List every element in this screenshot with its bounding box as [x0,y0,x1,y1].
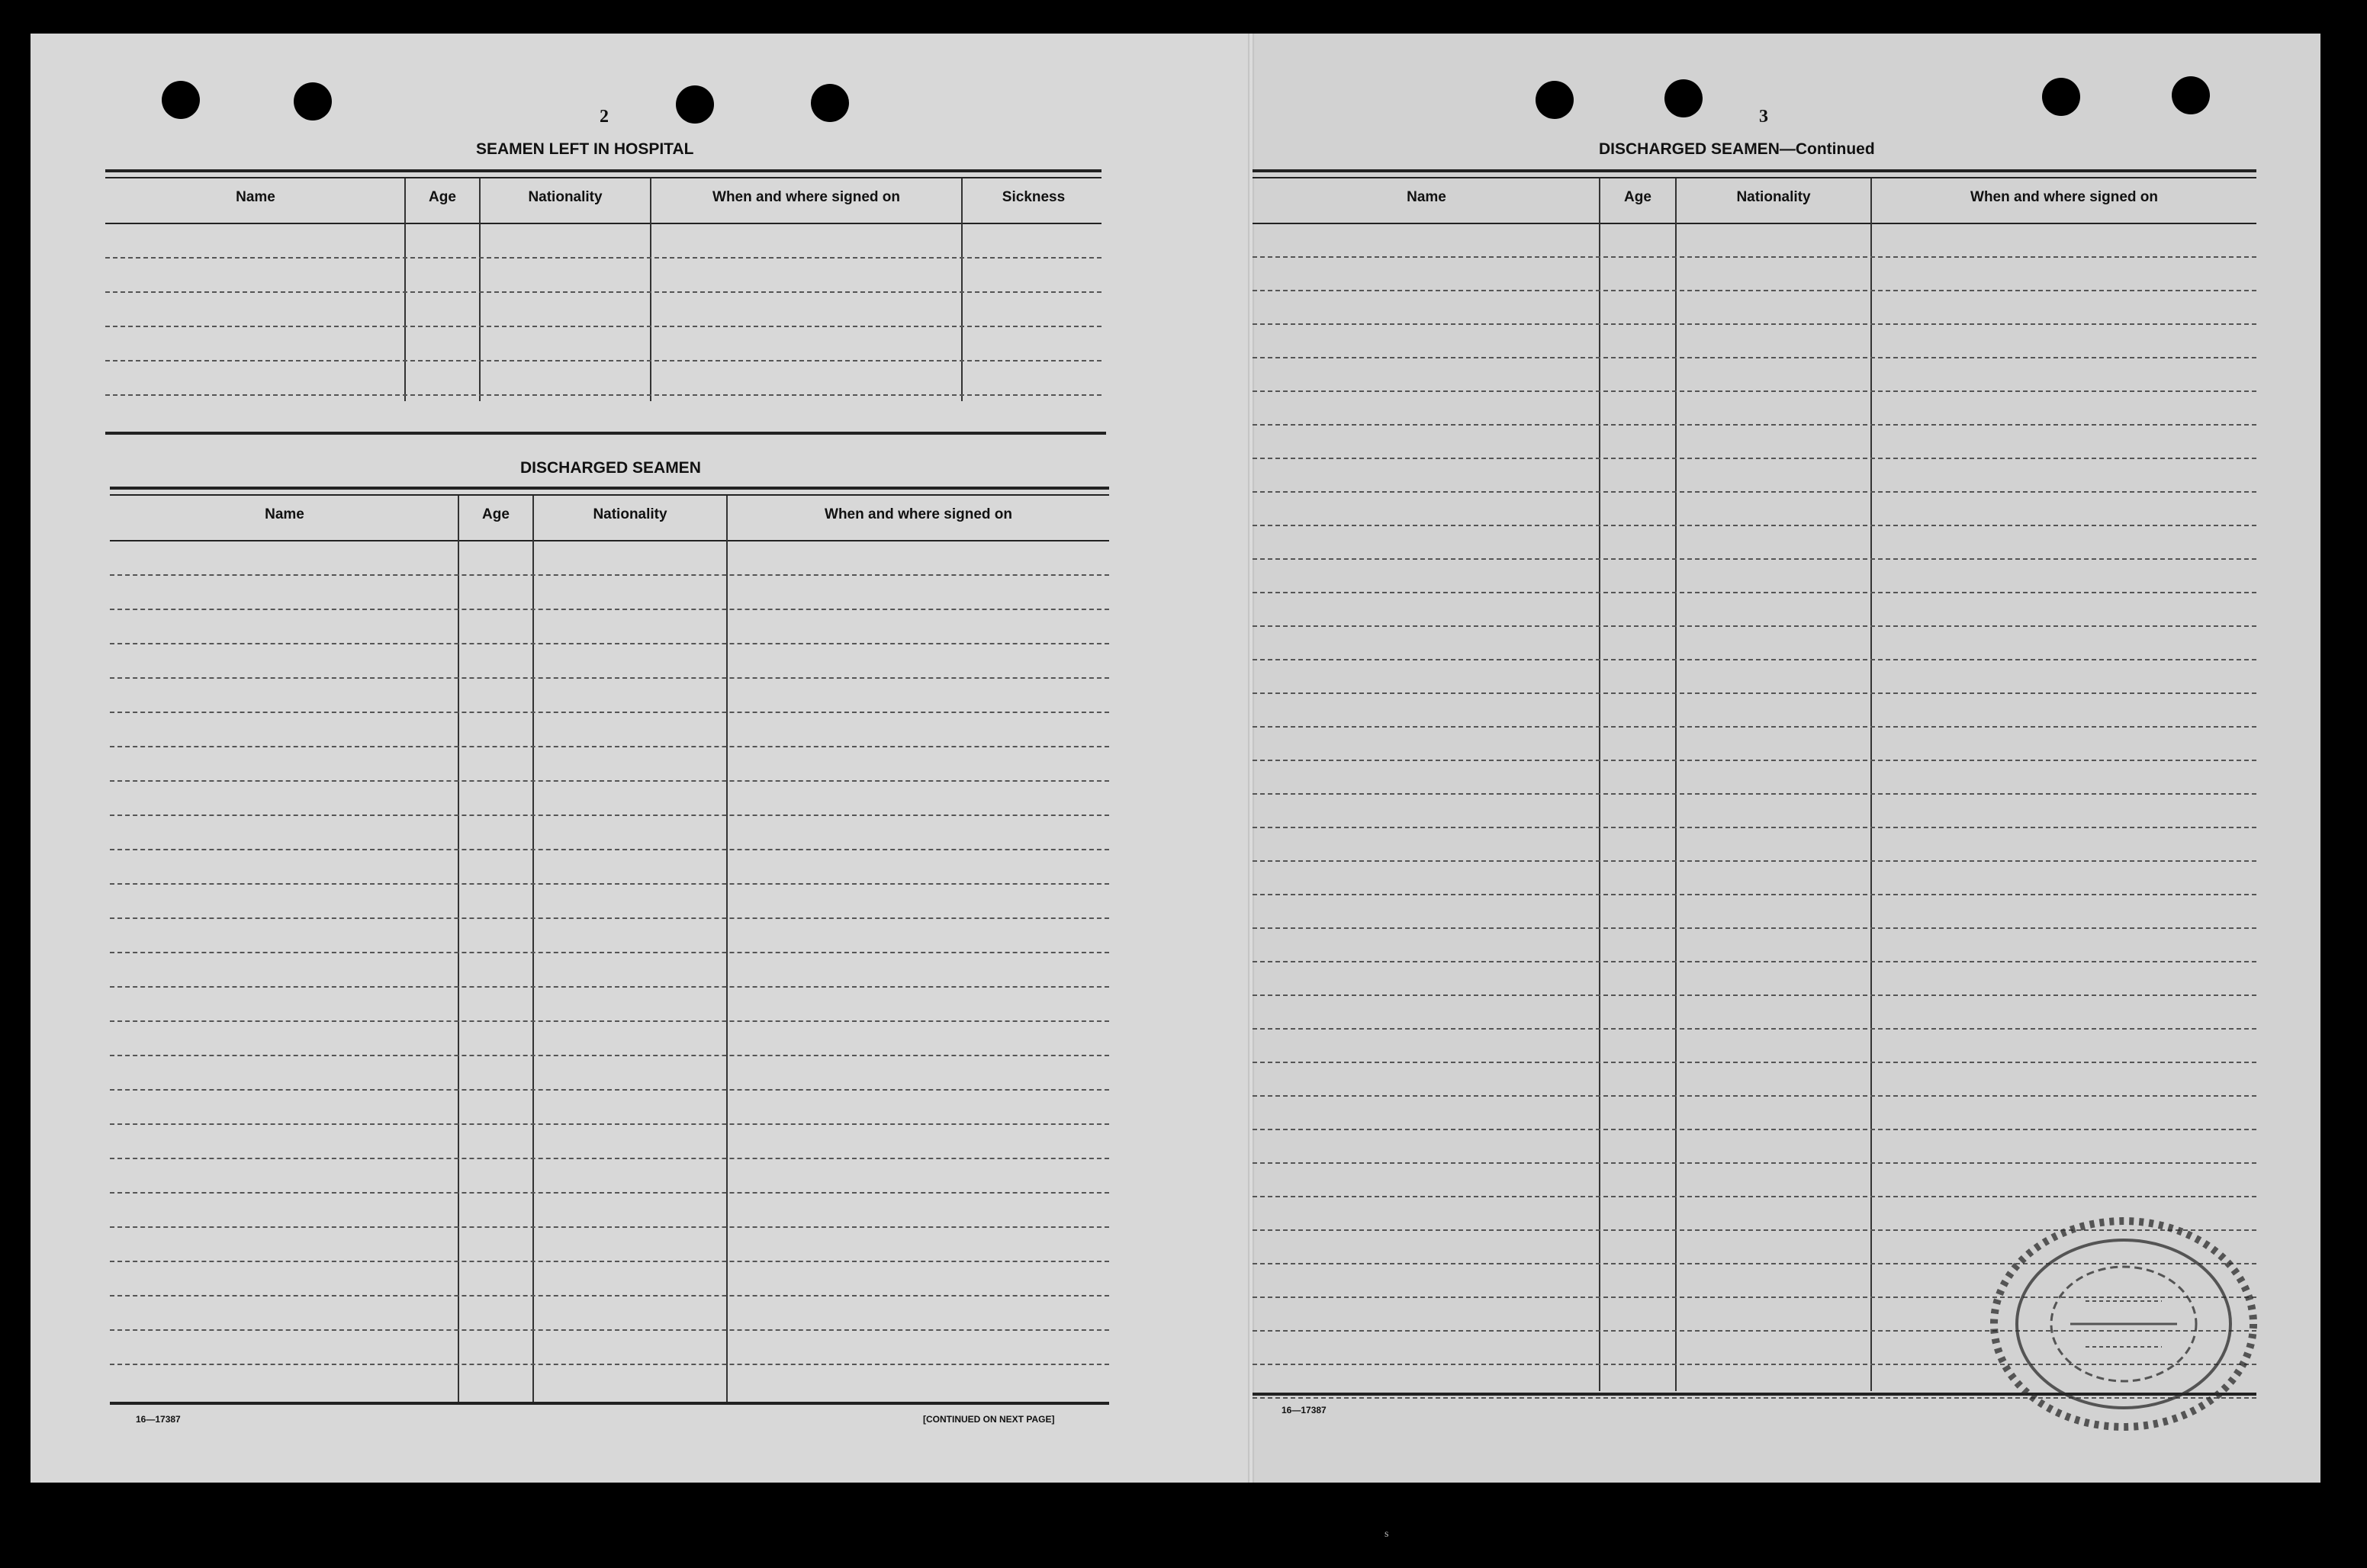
table-row [1253,793,2256,795]
discharged-col-signed-on: When and where signed on [825,506,1012,522]
table-row [110,952,1109,953]
hospital-divider [479,178,481,401]
table-row [1253,424,2256,426]
circular-postmark-stamp-icon [1979,1210,2269,1438]
table-row [1253,659,2256,660]
table-row [110,1295,1109,1296]
hospital-header-rule [105,223,1101,224]
continued-col-age: Age [1624,189,1651,205]
table-row [110,1261,1109,1262]
table-row [1253,760,2256,761]
table-row [110,849,1109,850]
table-row [105,394,1101,396]
punch-hole-icon [811,84,849,122]
punch-hole-icon [676,85,714,124]
discharged-col-name: Name [265,506,304,522]
table-row [110,815,1109,816]
punch-hole-icon [2042,78,2080,116]
table-row [110,1329,1109,1331]
continued-top-rule-2 [1253,177,2256,178]
continued-divider [1675,178,1677,1391]
table-row [1253,323,2256,325]
punch-hole-icon [2172,76,2210,114]
table-row [110,643,1109,644]
table-row [1253,1062,2256,1063]
table-row [1253,827,2256,828]
form-number-left: 16—17387 [136,1414,181,1425]
table-row [1253,357,2256,358]
punch-hole-icon [294,82,332,120]
table-row [1253,290,2256,291]
discharged-continued-title: DISCHARGED SEAMEN—Continued [1599,140,1875,158]
table-row [110,609,1109,610]
hospital-col-age: Age [429,189,456,205]
table-row [1253,692,2256,694]
continued-col-name: Name [1407,189,1446,205]
form-number-right: 16—17387 [1282,1405,1327,1415]
table-row [110,1192,1109,1194]
table-row [1253,525,2256,526]
left-page [31,34,1251,1483]
table-row [1253,491,2256,493]
page-number-right: 3 [1759,107,1768,127]
hospital-col-sickness: Sickness [1002,189,1066,205]
table-row [1253,1028,2256,1030]
table-row [110,1364,1109,1365]
discharged-top-rule-2 [110,494,1109,496]
table-row [110,677,1109,679]
table-row [105,257,1101,259]
discharged-col-age: Age [482,506,510,522]
page-number-left: 2 [600,107,609,127]
table-row [110,574,1109,576]
discharged-bottom-rule [110,1402,1109,1405]
discharged-divider [458,496,459,1402]
table-row [1253,592,2256,593]
table-row [110,1055,1109,1056]
table-row [1253,1095,2256,1097]
table-row [110,1123,1109,1125]
hospital-top-rule-2 [105,177,1101,178]
continued-col-signed-on: When and where signed on [1970,189,2158,205]
hospital-divider [404,178,406,401]
discharged-top-rule [110,487,1109,490]
table-row [1253,927,2256,929]
continued-col-nationality: Nationality [1736,189,1811,205]
punch-hole-icon [162,81,200,119]
table-row [1253,961,2256,962]
discharged-col-nationality: Nationality [593,506,667,522]
hospital-col-nationality: Nationality [528,189,603,205]
table-row [110,1089,1109,1091]
hospital-divider [961,178,963,401]
table-row [110,986,1109,988]
discharged-section-title: DISCHARGED SEAMEN [520,459,701,477]
continued-top-rule [1253,169,2256,172]
punch-hole-icon [1536,81,1574,119]
discharged-divider [726,496,728,1402]
table-row [110,712,1109,713]
table-row [1253,1162,2256,1164]
table-row [110,1020,1109,1022]
table-row [110,1158,1109,1159]
table-row [110,917,1109,919]
table-row [1253,458,2256,459]
table-row [1253,1196,2256,1197]
continued-divider [1870,178,1872,1391]
hospital-divider [650,178,651,401]
table-row [105,360,1101,361]
table-row [1253,894,2256,895]
continued-header-rule [1253,223,2256,224]
hospital-bottom-rule [105,432,1106,435]
table-row [1253,726,2256,728]
table-row [1253,390,2256,392]
punch-hole-icon [1664,79,1703,117]
hospital-col-signed-on: When and where signed on [712,189,900,205]
table-row [1253,256,2256,258]
table-row [110,780,1109,782]
table-row [110,1226,1109,1228]
table-row [105,326,1101,327]
scan-speck: s [1385,1528,1389,1540]
page-fold [1248,34,1254,1483]
table-row [110,883,1109,885]
hospital-col-name: Name [236,189,275,205]
hospital-section-title: SEAMEN LEFT IN HOSPITAL [476,140,694,158]
table-row [1253,860,2256,862]
discharged-divider [532,496,534,1402]
table-row [1253,625,2256,627]
continued-note: [CONTINUED ON NEXT PAGE] [923,1414,1055,1425]
table-row [1253,558,2256,560]
table-row [1253,1129,2256,1130]
table-row [1253,994,2256,996]
hospital-top-rule [105,169,1101,172]
continued-divider [1599,178,1600,1391]
table-row [105,291,1101,293]
table-row [110,746,1109,747]
discharged-header-rule [110,540,1109,541]
